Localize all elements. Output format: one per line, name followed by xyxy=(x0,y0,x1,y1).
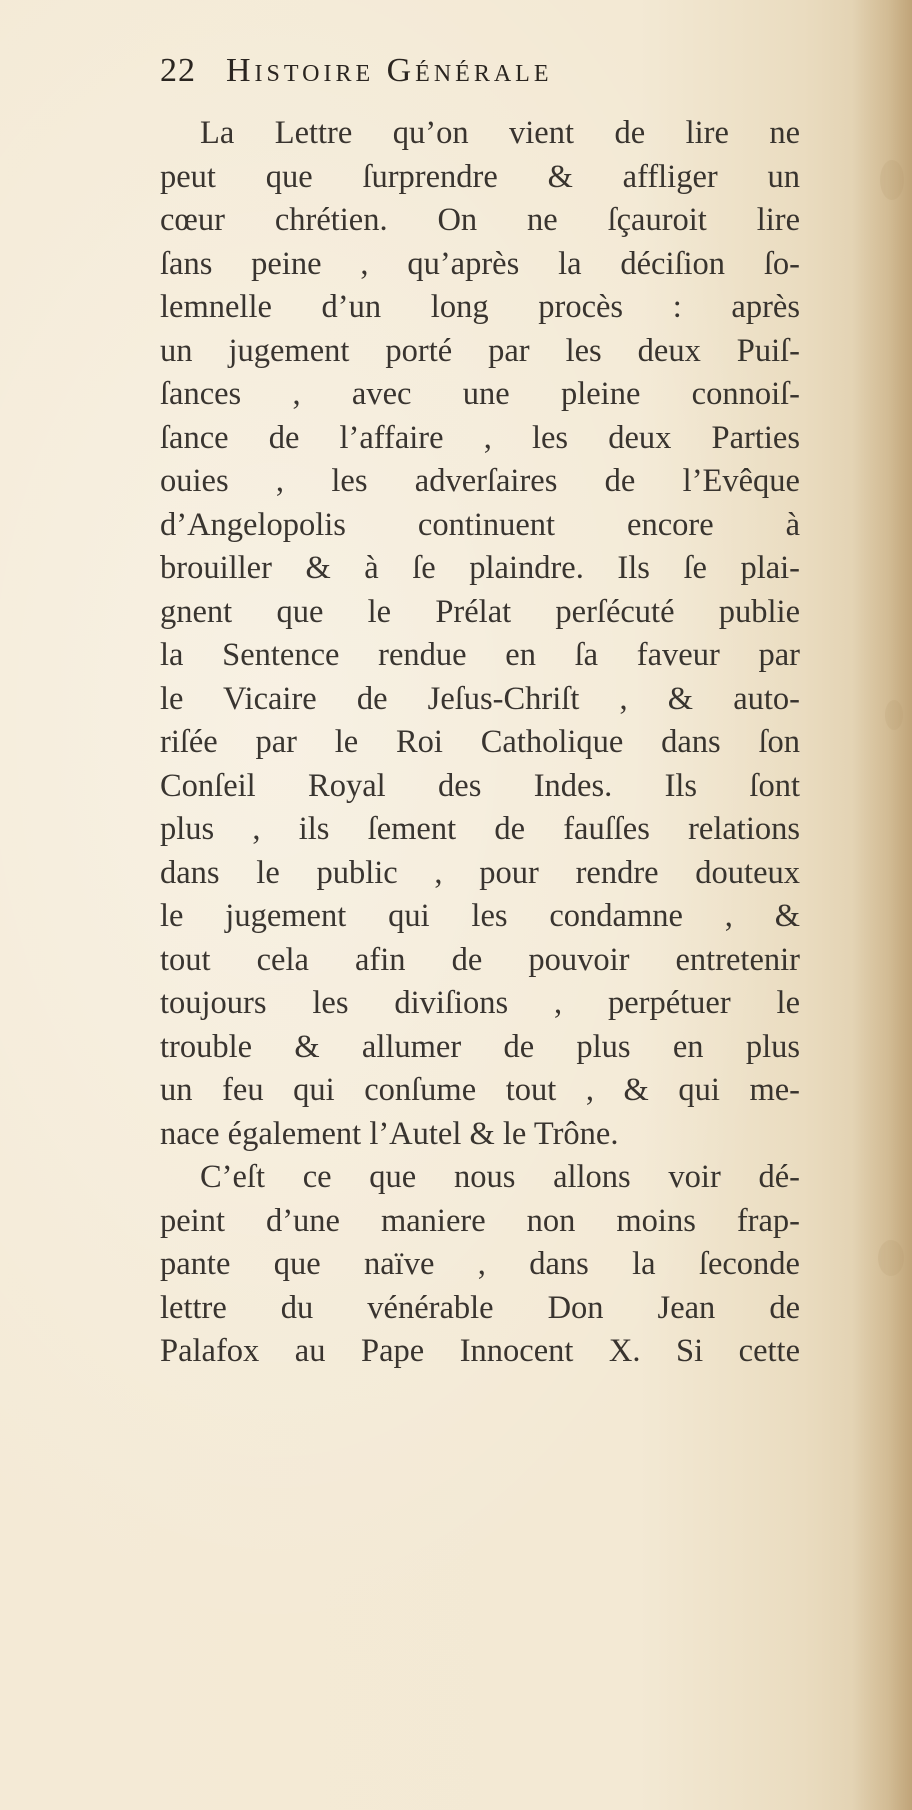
text-line: brouiller & à ſe plaindre. Ils ſe plai- xyxy=(160,550,800,586)
text-line: tout cela afin de pouvoir entretenir xyxy=(160,941,800,978)
text-line: Palafox au Pape Innocent X. Si cette xyxy=(160,1333,800,1369)
body-text xyxy=(160,112,800,1374)
text-line: un jugement porté par les deux Puiſ- xyxy=(160,332,800,369)
text-line: le jugement qui les condamne , & xyxy=(160,898,800,934)
text-line: ſans peine , qu’après la déciſion ſo- xyxy=(160,245,800,282)
text-line: Conſeil Royal des Indes. Ils ſont xyxy=(160,767,800,804)
text-line: ſances , avec une pleine connoiſ- xyxy=(160,376,800,412)
text-line: cœur chrétien. On ne ſçauroit lire xyxy=(160,202,800,238)
page-edge-shadow xyxy=(852,0,912,1810)
text-line: gnent que le Prélat perſécuté publie xyxy=(160,593,800,630)
text-line: lemnelle d’un long procès : après xyxy=(160,289,800,325)
text-line: La Lettre qu’on vient de lire ne xyxy=(200,115,800,151)
text-line: C’eſt ce que nous allons voir dé- xyxy=(200,1159,800,1195)
paper-stain xyxy=(885,700,903,730)
text-line: le Vicaire de Jeſus-Chriſt , & auto- xyxy=(160,680,800,717)
text-line: un feu qui conſume tout , & qui me- xyxy=(160,1072,800,1108)
text-line: pante que naïve , dans la ſeconde xyxy=(160,1246,800,1282)
text-line: toujours les diviſions , perpétuer le xyxy=(160,985,800,1021)
text-line: riſée par le Roi Catholique dans ſon xyxy=(160,724,800,760)
text-line: lettre du vénérable Don Jean de xyxy=(160,1289,800,1326)
paper-stain xyxy=(878,1240,904,1276)
text-line: ouies , les adverſaires de l’Evêque xyxy=(160,463,800,499)
text-line: trouble & allumer de plus en plus xyxy=(160,1028,800,1065)
paper-stain xyxy=(880,160,904,200)
text-line: la Sentence rendue en ſa faveur par xyxy=(160,637,800,673)
text-line: dans le public , pour rendre douteux xyxy=(160,854,800,891)
text-line: nace également l’Autel & le Trône. xyxy=(160,1115,619,1152)
text-line: plus , ils ſement de fauſſes relations xyxy=(160,811,800,847)
page-number: 22 xyxy=(160,52,196,89)
text-line: d’Angelopolis continuent encore à xyxy=(160,506,800,543)
page-header xyxy=(160,52,800,92)
running-title: Histoire Générale xyxy=(226,52,553,89)
text-line: peut que ſurprendre & affliger un xyxy=(160,158,800,195)
text-line: ſance de l’affaire , les deux Parties xyxy=(160,419,800,456)
text-line: peint d’une maniere non moins frap- xyxy=(160,1202,800,1239)
